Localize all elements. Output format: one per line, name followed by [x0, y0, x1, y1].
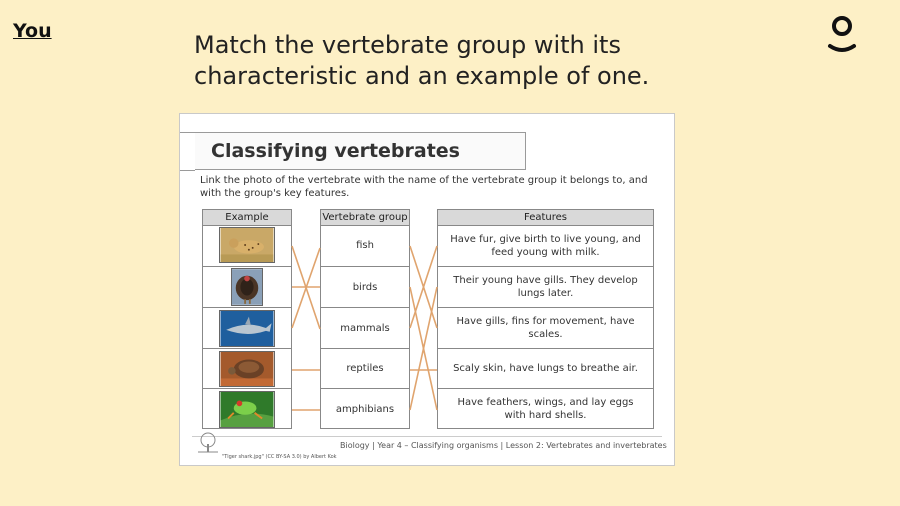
feature-cell: Have feathers, wings, and lay eggs with hard shells.: [438, 388, 653, 429]
column-header-features: Features: [437, 209, 654, 226]
slide-instruction: Match the vertebrate group with its characteristic and an example of one.: [194, 31, 650, 90]
matching-lines: [180, 114, 675, 466]
tree-logo-icon: [196, 432, 220, 454]
you-label: You: [13, 20, 52, 42]
person-icon: [826, 14, 858, 54]
group-cell-amphibians: amphibians: [321, 388, 409, 429]
feature-cell: Scaly skin, have lungs to breathe air.: [438, 348, 653, 388]
feature-cell: Have fur, give birth to live young, and feed young with milk.: [450, 233, 641, 258]
feature-cell: Have gills, fins for movement, have scales.: [438, 307, 653, 348]
group-cell-birds: birds: [321, 266, 409, 307]
worksheet-instructions: Link the photo of the vertebrate with the name of the vertebrate group it belongs to, and with the group's key features.: [200, 175, 648, 199]
group-cell-fish: fish: [356, 240, 374, 251]
group-cell-reptiles: reptiles: [321, 348, 409, 388]
feature-cell: Their young have gills. They develop lungs later.: [438, 266, 653, 307]
group-cell-mammals: mammals: [321, 307, 409, 348]
footer-divider: [192, 436, 662, 437]
worksheet-footer: Biology | Year 4 – Classifying organisms | Lesson 2: Vertebrates and invertebrates: [340, 441, 667, 450]
column-header-example: Example: [202, 209, 292, 226]
photo-credit: "Tiger shark.jpg" (CC BY-SA 3.0) by Albert Kok: [222, 454, 337, 460]
worksheet-image: [179, 113, 675, 466]
worksheet-title: Classifying vertebrates: [211, 140, 460, 162]
line-group: [292, 246, 437, 410]
column-header-group: Vertebrate group: [320, 209, 410, 226]
